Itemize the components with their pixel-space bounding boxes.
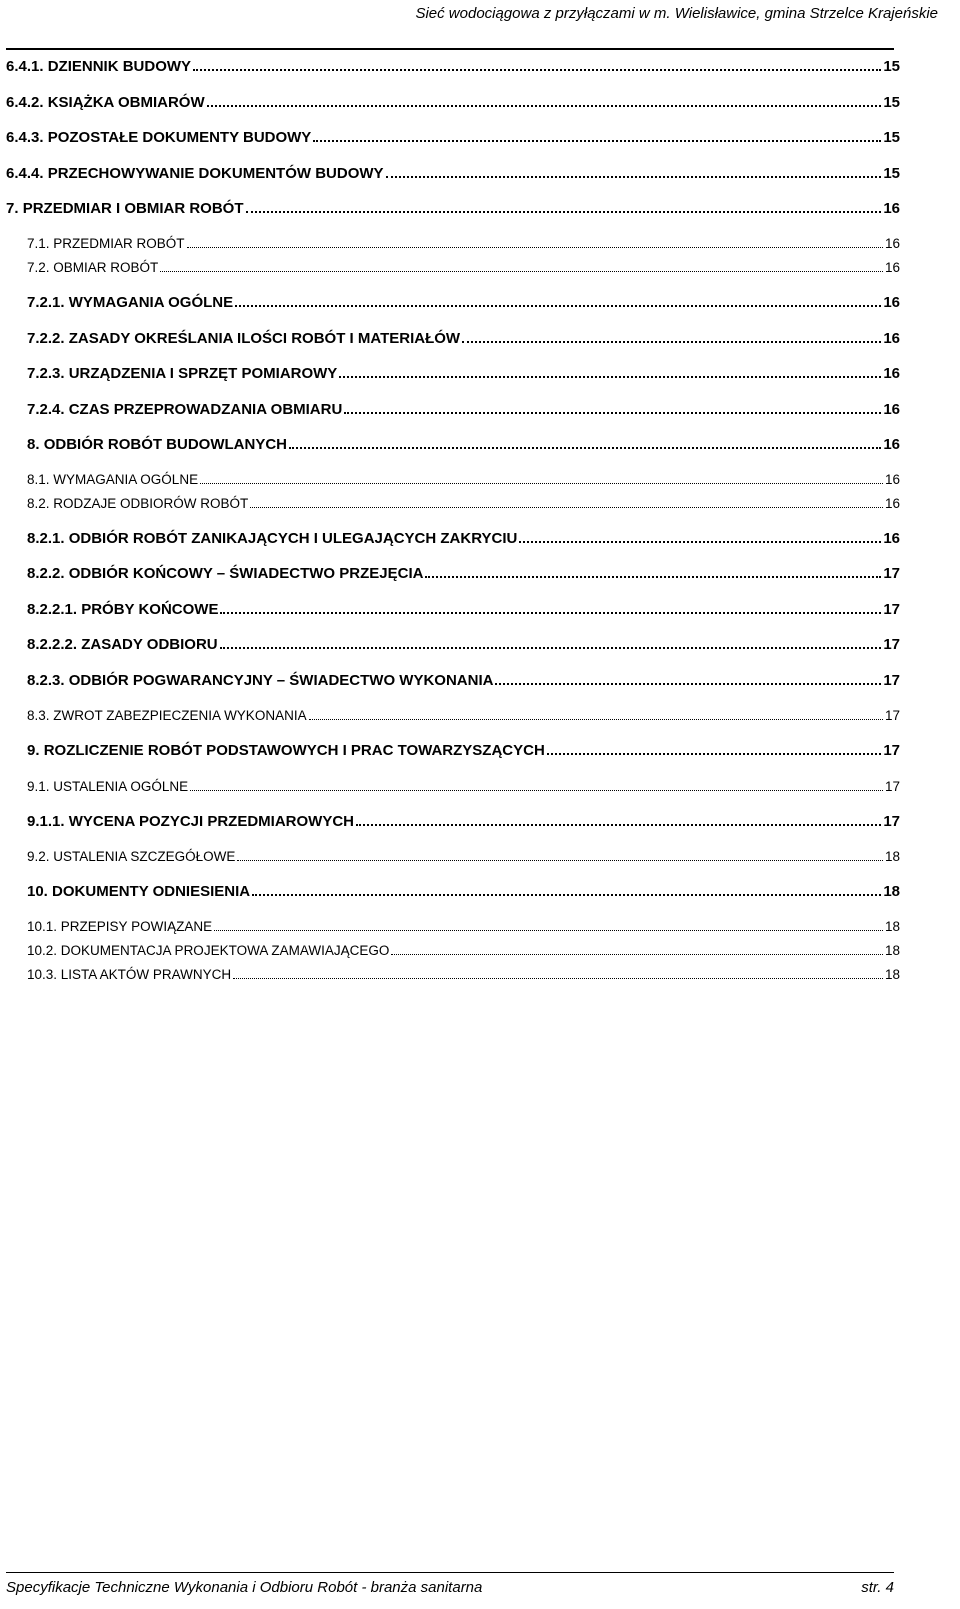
dot-leader — [220, 647, 882, 649]
toc-page-number: 16 — [884, 236, 900, 251]
toc-entry[interactable] — [27, 920, 900, 934]
dot-leader — [386, 176, 882, 178]
toc-number: 8.2.1. — [27, 530, 65, 547]
toc-title: RODZAJE ODBIORÓW ROBÓT — [53, 496, 249, 511]
toc-entry[interactable] — [27, 709, 900, 723]
toc-number: 8.1. — [27, 472, 50, 487]
dot-leader — [237, 860, 883, 861]
dot-leader — [200, 483, 883, 484]
toc-page-number: 15 — [883, 94, 900, 111]
toc-title: WYCENA POZYCJI PRZEDMIAROWYCH — [68, 813, 354, 830]
dot-leader — [344, 412, 881, 414]
toc-title: KSIĄŻKA OBMIARÓW — [47, 94, 205, 111]
toc-entry[interactable] — [27, 531, 900, 546]
toc-title: URZĄDZENIA I SPRZĘT POMIAROWY — [68, 365, 338, 382]
toc-title: DZIENNIK BUDOWY — [47, 58, 192, 75]
dot-leader — [289, 447, 881, 449]
dot-leader — [519, 541, 881, 543]
toc-page-number: 17 — [884, 779, 900, 794]
dot-leader — [313, 140, 881, 142]
toc-number: 8.2.2. — [27, 565, 65, 582]
toc-entry[interactable] — [27, 437, 900, 452]
toc-title: USTALENIA SZCZEGÓŁOWE — [53, 849, 236, 864]
toc-title: DOKUMENTACJA PROJEKTOWA ZAMAWIAJĄCEGO — [60, 943, 390, 958]
dot-leader — [252, 894, 881, 896]
toc-title: LISTA AKTÓW PRAWNYCH — [60, 967, 232, 982]
toc-page-number: 18 — [884, 967, 900, 982]
toc-page-number: 16 — [884, 260, 900, 275]
toc-number: 6.4.4. — [6, 165, 44, 182]
toc-page-number: 16 — [883, 330, 900, 347]
toc-entry[interactable] — [27, 637, 900, 652]
toc-title: ZASADY ODBIORU — [81, 636, 218, 653]
toc-entry[interactable] — [27, 497, 900, 511]
toc-entry[interactable] — [27, 261, 900, 275]
toc-number: 9.1. — [27, 779, 50, 794]
toc-number: 6.4.1. — [6, 58, 44, 75]
dot-leader — [391, 954, 883, 955]
toc-number: 7.1. — [27, 236, 50, 251]
toc-page-number: 18 — [884, 943, 900, 958]
toc-entry[interactable] — [27, 566, 900, 581]
toc-page-number: 17 — [883, 813, 900, 830]
toc-entry[interactable] — [6, 59, 900, 74]
toc-number: 8.3. — [27, 708, 50, 723]
toc-page-number: 17 — [883, 601, 900, 618]
toc-title: ODBIÓR ROBÓT ZANIKAJĄCYCH I ULEGAJĄCYCH ZAKRYCIU — [68, 530, 518, 547]
dot-leader — [495, 683, 881, 685]
toc-number: 9.2. — [27, 849, 50, 864]
toc-number: 10.3. — [27, 967, 58, 982]
toc-number: 7.2.3. — [27, 365, 65, 382]
dot-leader — [160, 271, 883, 272]
toc-number: 7.2. — [27, 260, 50, 275]
toc-page-number: 17 — [883, 672, 900, 689]
toc-page-number: 16 — [883, 401, 900, 418]
toc-entry[interactable] — [27, 944, 900, 958]
toc-entry[interactable] — [27, 402, 900, 417]
toc-page-number: 18 — [883, 883, 900, 900]
toc-entry[interactable] — [27, 295, 900, 310]
toc-title: USTALENIA OGÓLNE — [53, 779, 189, 794]
toc-number: 10. — [27, 883, 48, 900]
toc-entry[interactable] — [6, 166, 900, 181]
dot-leader — [207, 105, 882, 107]
header-title: Sieć wodociągowa z przyłączami w m. Wielisławice, gmina Strzelce Krajeńskie — [415, 5, 938, 22]
toc-title: ZWROT ZABEZPIECZENIA WYKONANIA — [53, 708, 307, 723]
dot-leader — [547, 753, 882, 755]
toc-number: 6.4.2. — [6, 94, 44, 111]
dot-leader — [190, 790, 883, 791]
toc-number: 7. — [6, 200, 19, 217]
dot-leader — [220, 612, 881, 614]
toc-entry[interactable] — [27, 968, 900, 982]
dot-leader — [187, 247, 883, 248]
dot-leader — [235, 305, 881, 307]
toc-page-number: 16 — [884, 496, 900, 511]
toc-page-number: 18 — [884, 849, 900, 864]
toc-page-number: 17 — [884, 708, 900, 723]
toc-number: 8. — [27, 436, 40, 453]
toc-title: WYMAGANIA OGÓLNE — [68, 294, 234, 311]
toc-entry[interactable] — [27, 673, 900, 688]
toc-page-number: 17 — [883, 565, 900, 582]
page-footer — [6, 1572, 894, 1596]
toc-page-number: 15 — [883, 129, 900, 146]
toc-title: ROZLICZENIE ROBÓT PODSTAWOWYCH I PRAC TOWARZYSZĄCYCH — [43, 742, 545, 759]
toc-page-number: 16 — [883, 200, 900, 217]
toc-number: 7.2.2. — [27, 330, 65, 347]
dot-leader — [214, 930, 883, 931]
toc-entry[interactable] — [27, 473, 900, 487]
toc-entry[interactable] — [27, 884, 900, 899]
toc-title: POZOSTAŁE DOKUMENTY BUDOWY — [47, 129, 312, 146]
toc-number: 8.2. — [27, 496, 50, 511]
toc-page-number: 15 — [883, 58, 900, 75]
toc-entry[interactable] — [27, 237, 900, 251]
toc-entry[interactable] — [6, 130, 900, 145]
toc-number: 7.2.1. — [27, 294, 65, 311]
dot-leader — [246, 211, 882, 213]
footer-text: Specyfikacje Techniczne Wykonania i Odbioru Robót - branża sanitarna — [6, 1579, 483, 1596]
toc-number: 8.2.2.2. — [27, 636, 78, 653]
toc-title: WYMAGANIA OGÓLNE — [53, 472, 199, 487]
toc-title: PRZEDMIAR ROBÓT — [53, 236, 185, 251]
toc-page-number: 16 — [883, 436, 900, 453]
toc-number: 10.2. — [27, 943, 58, 958]
toc-title: ODBIÓR KOŃCOWY – ŚWIADECTWO PRZEJĘCIA — [68, 565, 424, 582]
toc-entry[interactable] — [27, 814, 900, 829]
dot-leader — [425, 576, 881, 578]
toc-title: PRZEDMIAR I OBMIAR ROBÓT — [22, 200, 244, 217]
toc-title: CZAS PRZEPROWADZANIA OBMIARU — [68, 401, 343, 418]
toc-number: 8.2.3. — [27, 672, 65, 689]
toc-page-number: 17 — [883, 742, 900, 759]
dot-leader — [339, 376, 881, 378]
toc-title: OBMIAR ROBÓT — [53, 260, 159, 275]
toc-number: 6.4.3. — [6, 129, 44, 146]
dot-leader — [356, 824, 881, 826]
toc-number: 9. — [27, 742, 40, 759]
toc-title: DOKUMENTY ODNIESIENIA — [52, 883, 251, 900]
toc-entry[interactable] — [6, 95, 900, 110]
toc-number: 10.1. — [27, 919, 58, 934]
toc-entry[interactable] — [6, 201, 900, 216]
toc-page-number: 16 — [884, 472, 900, 487]
dot-leader — [462, 341, 881, 343]
toc-entry[interactable] — [27, 331, 900, 346]
toc-page-number: 16 — [883, 294, 900, 311]
dot-leader — [193, 69, 881, 71]
toc-title: ODBIÓR POGWARANCYJNY – ŚWIADECTWO WYKONANIA — [68, 672, 494, 689]
toc-title: PRZECHOWYWANIE DOKUMENTÓW BUDOWY — [47, 165, 384, 182]
toc-page-number: 15 — [883, 165, 900, 182]
toc-number: 8.2.2.1. — [27, 601, 78, 618]
toc-title: PRÓBY KOŃCOWE — [81, 601, 219, 618]
dot-leader — [309, 719, 883, 720]
toc-number: 7.2.4. — [27, 401, 65, 418]
toc-entry[interactable] — [27, 366, 900, 381]
dot-leader — [233, 978, 883, 979]
toc-entry[interactable] — [27, 602, 900, 617]
toc-title: ODBIÓR ROBÓT BUDOWLANYCH — [43, 436, 288, 453]
toc-page-number: 16 — [883, 530, 900, 547]
footer-rule — [6, 1572, 894, 1573]
toc-page-number: 17 — [883, 636, 900, 653]
toc-page-number: 18 — [884, 919, 900, 934]
toc-title: ZASADY OKREŚLANIA ILOŚCI ROBÓT I MATERIAŁÓW — [68, 330, 461, 347]
dot-leader — [250, 507, 883, 508]
toc-number: 9.1.1. — [27, 813, 65, 830]
toc-page-number: 16 — [883, 365, 900, 382]
toc-title: PRZEPISY POWIĄZANE — [60, 919, 213, 934]
toc-entry[interactable] — [27, 780, 900, 794]
toc-entry[interactable] — [27, 850, 900, 864]
toc-entry[interactable] — [27, 743, 900, 758]
footer-page-number: str. 4 — [861, 1579, 894, 1596]
